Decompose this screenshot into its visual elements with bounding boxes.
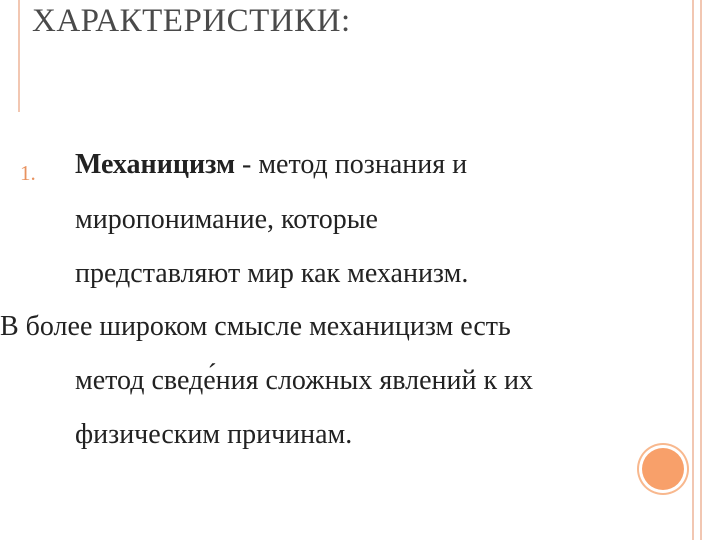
list-number: 1.	[20, 161, 36, 185]
paragraph-line-1: В более широком смысле механицизм есть	[0, 311, 511, 342]
list-item-line-1	[75, 149, 467, 181]
definition-line-2: миропонимание, которые	[75, 204, 378, 235]
frame-line-right-inner	[700, 0, 702, 540]
paragraph-line-3: физическим причинам.	[75, 419, 353, 450]
definition-start: - метод познания и	[235, 149, 468, 180]
frame-line-right-outer	[692, 0, 694, 540]
paragraph-line-2: метод сведе́ния сложных явлений к их	[75, 365, 534, 396]
decorative-circle	[642, 448, 684, 490]
term-bold: Механицизм	[75, 149, 236, 180]
definition-line-3: представляют мир как механизм.	[75, 258, 469, 289]
slide-title: ХАРАКТЕРИСТИКИ:	[32, 3, 351, 39]
frame-line-left	[18, 0, 20, 112]
